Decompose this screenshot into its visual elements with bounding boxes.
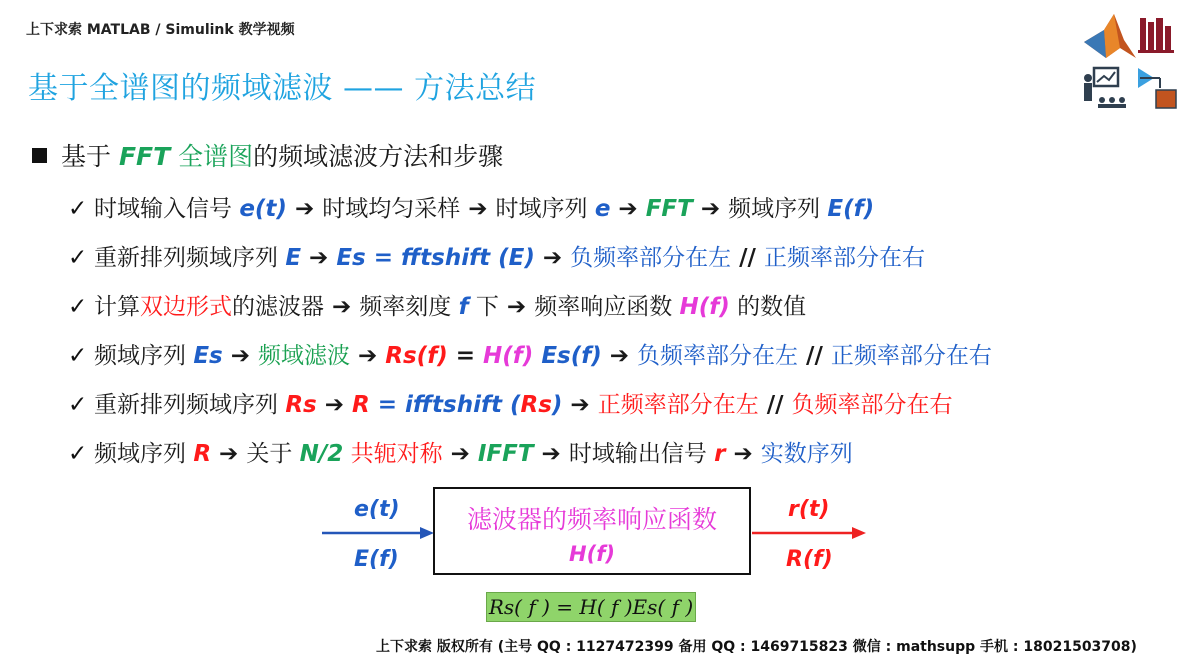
input-freq-label: E(f) — [354, 547, 399, 572]
arrow-right-icon: ➔ — [230, 343, 250, 369]
item-symbol: H(f) Es(f) — [483, 343, 602, 369]
item-text: 的滤波器 — [232, 294, 324, 320]
list-item — [68, 435, 853, 468]
item-separator: // — [731, 245, 764, 271]
filter-block-diagram — [316, 485, 876, 585]
checkmark-icon: ✓ — [68, 245, 88, 271]
arrow-right-icon: ➔ — [506, 294, 527, 320]
item-text: 频域滤波 — [258, 343, 350, 369]
item-symbol: R = ifftshift (Rs) — [352, 392, 563, 418]
checkmark-icon: ✓ — [68, 441, 88, 467]
arrow-right-icon: ➔ — [618, 196, 638, 222]
item-separator: // — [758, 392, 792, 418]
item-text: 时域序列 — [495, 196, 595, 222]
item-separator: // — [798, 343, 831, 369]
item-symbol: e — [594, 196, 611, 222]
item-symbol: Es — [193, 343, 223, 369]
filter-box-symbol: H(f) — [569, 542, 615, 566]
item-text: 共轭对称 — [343, 441, 443, 467]
arrow-right-icon: ➔ — [541, 441, 561, 467]
arrow-right-icon: ➔ — [570, 392, 590, 418]
item-symbol: e(t) — [239, 196, 287, 222]
input-time-label: e(t) — [354, 497, 400, 522]
checkmark-icon: ✓ — [68, 196, 88, 222]
bullet-square-icon — [32, 148, 47, 163]
item-symbol: Rs(f) — [385, 343, 448, 369]
arrow-right-icon: ➔ — [468, 196, 488, 222]
item-symbol: Es = fftshift (E) — [336, 245, 535, 271]
item-symbol: H(f) — [679, 294, 730, 320]
arrow-right-icon: ➔ — [309, 245, 329, 271]
arrow-right-icon: ➔ — [450, 441, 470, 467]
arrow-right-icon: ➔ — [358, 343, 378, 369]
list-item — [68, 239, 925, 272]
filter-box-title: 滤波器的频率响应函数 — [466, 505, 717, 534]
list-item — [68, 337, 992, 370]
item-text: 时域均匀采样 — [322, 196, 461, 222]
item-symbol: IFFT — [477, 441, 534, 467]
checkmark-icon: ✓ — [68, 392, 88, 418]
list-item — [68, 190, 874, 223]
matlab-logo-icon[interactable] — [1084, 14, 1136, 58]
heading-prefix: 基于 — [61, 142, 119, 171]
arrow-right-icon: ➔ — [219, 441, 239, 467]
item-text: 负频率部分在左 — [637, 343, 799, 369]
item-text: 正频率部分在右 — [763, 245, 925, 271]
arrow-right-icon: ➔ — [542, 245, 563, 271]
item-text: 重新排列频域序列 — [94, 245, 286, 271]
arrow-right-icon: ➔ — [332, 294, 352, 320]
item-symbol: f — [458, 294, 469, 320]
item-symbol: Rs — [285, 392, 317, 418]
item-text: 关于 — [246, 441, 300, 467]
section-heading — [32, 137, 503, 173]
output-freq-label: R(f) — [786, 547, 833, 572]
item-text: 正频率部分在右 — [830, 343, 992, 369]
list-item — [68, 288, 806, 321]
top-caption: 上下求索 MATLAB / Simulink 教学视频 — [26, 22, 295, 38]
item-text: 双边形式 — [140, 294, 232, 320]
footer-copyright: 上下求索 版权所有 (主号 QQ : 1127472399 备用 QQ : 1469715823 微信 : mathsupp 手机 : 18021503708) — [376, 639, 1137, 655]
slide-title: 基于全谱图的频域滤波 —— 方法总结 — [28, 71, 537, 106]
icon-group — [1080, 12, 1182, 114]
teacher-icon[interactable] — [1084, 68, 1126, 108]
arrow-right-icon: ➔ — [700, 196, 721, 222]
item-symbol: R — [193, 441, 212, 467]
simulink-icon[interactable] — [1138, 68, 1176, 108]
item-text: 重新排列频域序列 — [94, 392, 286, 418]
item-text: 时域输入信号 — [94, 196, 240, 222]
arrow-right-icon: ➔ — [324, 392, 344, 418]
item-text: 频域序列 — [728, 196, 828, 222]
books-icon[interactable] — [1138, 18, 1174, 53]
item-text: 下 — [468, 294, 499, 320]
item-symbol: E — [285, 245, 302, 271]
item-text: 负频率部分在左 — [570, 245, 732, 271]
checkmark-icon: ✓ — [68, 343, 88, 369]
item-text: 的数值 — [729, 294, 807, 320]
item-text: 时域输出信号 — [568, 441, 715, 467]
item-text: 正频率部分在左 — [597, 392, 759, 418]
heading-fft: FFT — [118, 142, 171, 171]
item-symbol: N/2 — [299, 441, 344, 467]
filter-box — [433, 487, 751, 575]
item-text: = — [447, 343, 484, 369]
list-item — [68, 386, 953, 419]
heading-suffix: 的频域滤波方法和步骤 — [253, 142, 504, 171]
checkmark-icon: ✓ — [68, 294, 88, 320]
item-text: 负频率部分在右 — [791, 392, 953, 418]
formula-box: Rs( f ) = H( f )Es( f ) — [486, 592, 696, 622]
item-symbol: E(f) — [827, 196, 875, 222]
arrow-right-icon: ➔ — [294, 196, 315, 222]
arrow-right-icon: ➔ — [609, 343, 630, 369]
arrow-right-icon: ➔ — [733, 441, 753, 467]
item-text: 频率响应函数 — [534, 294, 680, 320]
item-symbol: FFT — [645, 196, 693, 222]
item-text: 计算 — [94, 294, 140, 320]
heading-fullspec: 全谱图 — [170, 142, 254, 171]
item-text: 实数序列 — [760, 441, 853, 467]
item-text: 频率刻度 — [359, 294, 459, 320]
item-text: 频域序列 — [94, 441, 194, 467]
item-symbol: r — [714, 441, 726, 467]
item-text: 频域序列 — [94, 343, 194, 369]
output-time-label: r(t) — [788, 497, 830, 522]
